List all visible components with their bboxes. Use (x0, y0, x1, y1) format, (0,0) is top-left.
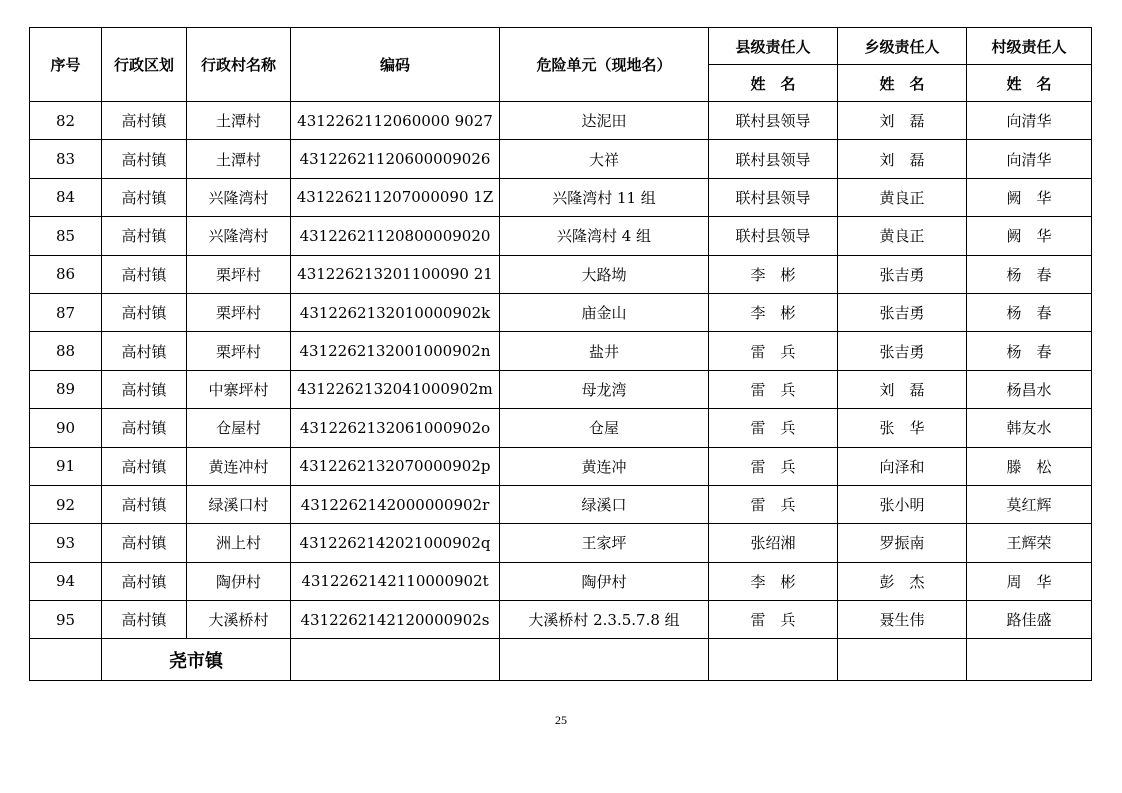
town-section-row (30, 639, 1092, 681)
cell-seq: 82 (30, 102, 102, 140)
table-row (30, 447, 1092, 485)
header-county-responsible: 县级责任人 (709, 28, 838, 65)
cell-township-person: 刘 磊 (838, 140, 967, 178)
header-village-responsible: 村级责任人 (967, 28, 1092, 65)
cell-village-person: 杨 春 (967, 255, 1092, 293)
cell-village-person: 杨昌水 (967, 370, 1092, 408)
responsibility-table (29, 27, 1092, 681)
cell-code: 4312262132061000902o (291, 409, 500, 447)
cell-village: 土潭村 (187, 140, 291, 178)
cell-unit: 黄连冲 (500, 447, 709, 485)
cell-village-person: 莫红辉 (967, 485, 1092, 523)
cell-code: 4312262132010000902k (291, 293, 500, 331)
cell-village: 栗坪村 (187, 332, 291, 370)
empty-cell (30, 639, 102, 681)
cell-unit: 大溪桥村 2.3.5.7.8 组 (500, 601, 709, 639)
table-row (30, 102, 1092, 140)
cell-village: 陶伊村 (187, 562, 291, 600)
cell-county-person: 李 彬 (709, 255, 838, 293)
cell-district: 高村镇 (102, 255, 187, 293)
table-row (30, 370, 1092, 408)
header-seq: 序号 (30, 28, 102, 102)
table-row (30, 601, 1092, 639)
cell-township-person: 张吉勇 (838, 293, 967, 331)
cell-district: 高村镇 (102, 485, 187, 523)
cell-district: 高村镇 (102, 524, 187, 562)
cell-unit: 兴隆湾村 4 组 (500, 217, 709, 255)
cell-code: 4312262142110000902t (291, 562, 500, 600)
cell-township-person: 聂生伟 (838, 601, 967, 639)
cell-village-person: 向清华 (967, 102, 1092, 140)
cell-county-person: 雷 兵 (709, 601, 838, 639)
cell-township-person: 张吉勇 (838, 255, 967, 293)
cell-county-person: 李 彬 (709, 293, 838, 331)
table-row (30, 293, 1092, 331)
cell-district: 高村镇 (102, 562, 187, 600)
cell-village: 土潭村 (187, 102, 291, 140)
cell-code: 431226213201100090 21 (291, 255, 500, 293)
cell-township-person: 黄良正 (838, 178, 967, 216)
cell-village-person: 周 华 (967, 562, 1092, 600)
cell-village-person: 杨 春 (967, 293, 1092, 331)
cell-county-person: 雷 兵 (709, 332, 838, 370)
header-unit: 危险单元（现地名） (500, 28, 709, 102)
header-district: 行政区划 (102, 28, 187, 102)
cell-village-person: 向清华 (967, 140, 1092, 178)
cell-county-person: 联村县领导 (709, 217, 838, 255)
cell-unit: 达泥田 (500, 102, 709, 140)
empty-cell (838, 639, 967, 681)
cell-unit: 仓屋 (500, 409, 709, 447)
cell-district: 高村镇 (102, 370, 187, 408)
cell-county-person: 雷 兵 (709, 409, 838, 447)
cell-village-person: 王辉荣 (967, 524, 1092, 562)
cell-township-person: 黄良正 (838, 217, 967, 255)
header-village-name: 姓 名 (967, 65, 1092, 102)
cell-village-person: 阙 华 (967, 217, 1092, 255)
table-row (30, 409, 1092, 447)
table-row (30, 485, 1092, 523)
page-number: 25 (555, 713, 567, 727)
header-code: 编码 (291, 28, 500, 102)
cell-code: 4312262142021000902q (291, 524, 500, 562)
table-row (30, 332, 1092, 370)
table-row (30, 562, 1092, 600)
cell-village: 兴隆湾村 (187, 217, 291, 255)
cell-unit: 陶伊村 (500, 562, 709, 600)
cell-county-person: 联村县领导 (709, 178, 838, 216)
cell-code: 4312262142120000902s (291, 601, 500, 639)
empty-cell (291, 639, 500, 681)
cell-unit: 大路坳 (500, 255, 709, 293)
cell-district: 高村镇 (102, 217, 187, 255)
cell-seq: 83 (30, 140, 102, 178)
cell-village: 栗坪村 (187, 255, 291, 293)
cell-district: 高村镇 (102, 140, 187, 178)
header-village: 行政村名称 (187, 28, 291, 102)
cell-county-person: 雷 兵 (709, 485, 838, 523)
cell-village-person: 杨 春 (967, 332, 1092, 370)
cell-village-person: 阙 华 (967, 178, 1092, 216)
cell-code: 43122621120800009020 (291, 217, 500, 255)
cell-county-person: 雷 兵 (709, 370, 838, 408)
cell-seq: 85 (30, 217, 102, 255)
table-body (30, 102, 1092, 681)
header-township-name: 姓 名 (838, 65, 967, 102)
cell-code: 4312262132070000902p (291, 447, 500, 485)
cell-unit: 母龙湾 (500, 370, 709, 408)
cell-code: 43122621120600009026 (291, 140, 500, 178)
cell-seq: 90 (30, 409, 102, 447)
cell-seq: 86 (30, 255, 102, 293)
cell-county-person: 联村县领导 (709, 102, 838, 140)
cell-seq: 95 (30, 601, 102, 639)
cell-township-person: 张吉勇 (838, 332, 967, 370)
table-row (30, 255, 1092, 293)
cell-district: 高村镇 (102, 178, 187, 216)
header-county-name: 姓 名 (709, 65, 838, 102)
cell-code: 4312262132001000902n (291, 332, 500, 370)
cell-code: 4312262142000000902r (291, 485, 500, 523)
table-row (30, 140, 1092, 178)
cell-village: 兴隆湾村 (187, 178, 291, 216)
cell-seq: 88 (30, 332, 102, 370)
cell-village-person: 路佳盛 (967, 601, 1092, 639)
cell-county-person: 联村县领导 (709, 140, 838, 178)
cell-code: 4312262112060000 9027 (291, 102, 500, 140)
cell-code: 431226211207000090 1Z (291, 178, 500, 216)
table-row (30, 524, 1092, 562)
cell-village-person: 滕 松 (967, 447, 1092, 485)
cell-unit: 王家坪 (500, 524, 709, 562)
cell-code: 4312262132041000902m (291, 370, 500, 408)
cell-seq: 92 (30, 485, 102, 523)
cell-township-person: 张 华 (838, 409, 967, 447)
cell-district: 高村镇 (102, 601, 187, 639)
table-row (30, 217, 1092, 255)
table-row (30, 178, 1092, 216)
cell-district: 高村镇 (102, 102, 187, 140)
empty-cell (967, 639, 1092, 681)
cell-village: 栗坪村 (187, 293, 291, 331)
cell-seq: 89 (30, 370, 102, 408)
cell-village: 黄连冲村 (187, 447, 291, 485)
cell-seq: 84 (30, 178, 102, 216)
cell-unit: 兴隆湾村 11 组 (500, 178, 709, 216)
cell-seq: 94 (30, 562, 102, 600)
cell-village: 洲上村 (187, 524, 291, 562)
cell-township-person: 张小明 (838, 485, 967, 523)
cell-district: 高村镇 (102, 332, 187, 370)
empty-cell (709, 639, 838, 681)
cell-unit: 绿溪口 (500, 485, 709, 523)
cell-township-person: 彭 杰 (838, 562, 967, 600)
cell-district: 高村镇 (102, 447, 187, 485)
cell-township-person: 向泽和 (838, 447, 967, 485)
cell-district: 高村镇 (102, 409, 187, 447)
cell-village: 仓屋村 (187, 409, 291, 447)
cell-seq: 87 (30, 293, 102, 331)
cell-township-person: 罗振南 (838, 524, 967, 562)
cell-county-person: 张绍湘 (709, 524, 838, 562)
cell-unit: 庙金山 (500, 293, 709, 331)
cell-township-person: 刘 磊 (838, 370, 967, 408)
cell-seq: 93 (30, 524, 102, 562)
cell-village-person: 韩友水 (967, 409, 1092, 447)
cell-unit: 大祥 (500, 140, 709, 178)
cell-county-person: 李 彬 (709, 562, 838, 600)
cell-village: 大溪桥村 (187, 601, 291, 639)
town-section-label: 尧市镇 (102, 639, 291, 681)
cell-village: 中寨坪村 (187, 370, 291, 408)
responsibility-table-sheet (29, 27, 1091, 681)
cell-village: 绿溪口村 (187, 485, 291, 523)
header-township-responsible: 乡级责任人 (838, 28, 967, 65)
cell-township-person: 刘 磊 (838, 102, 967, 140)
cell-county-person: 雷 兵 (709, 447, 838, 485)
cell-unit: 盐井 (500, 332, 709, 370)
empty-cell (500, 639, 709, 681)
cell-seq: 91 (30, 447, 102, 485)
cell-district: 高村镇 (102, 293, 187, 331)
